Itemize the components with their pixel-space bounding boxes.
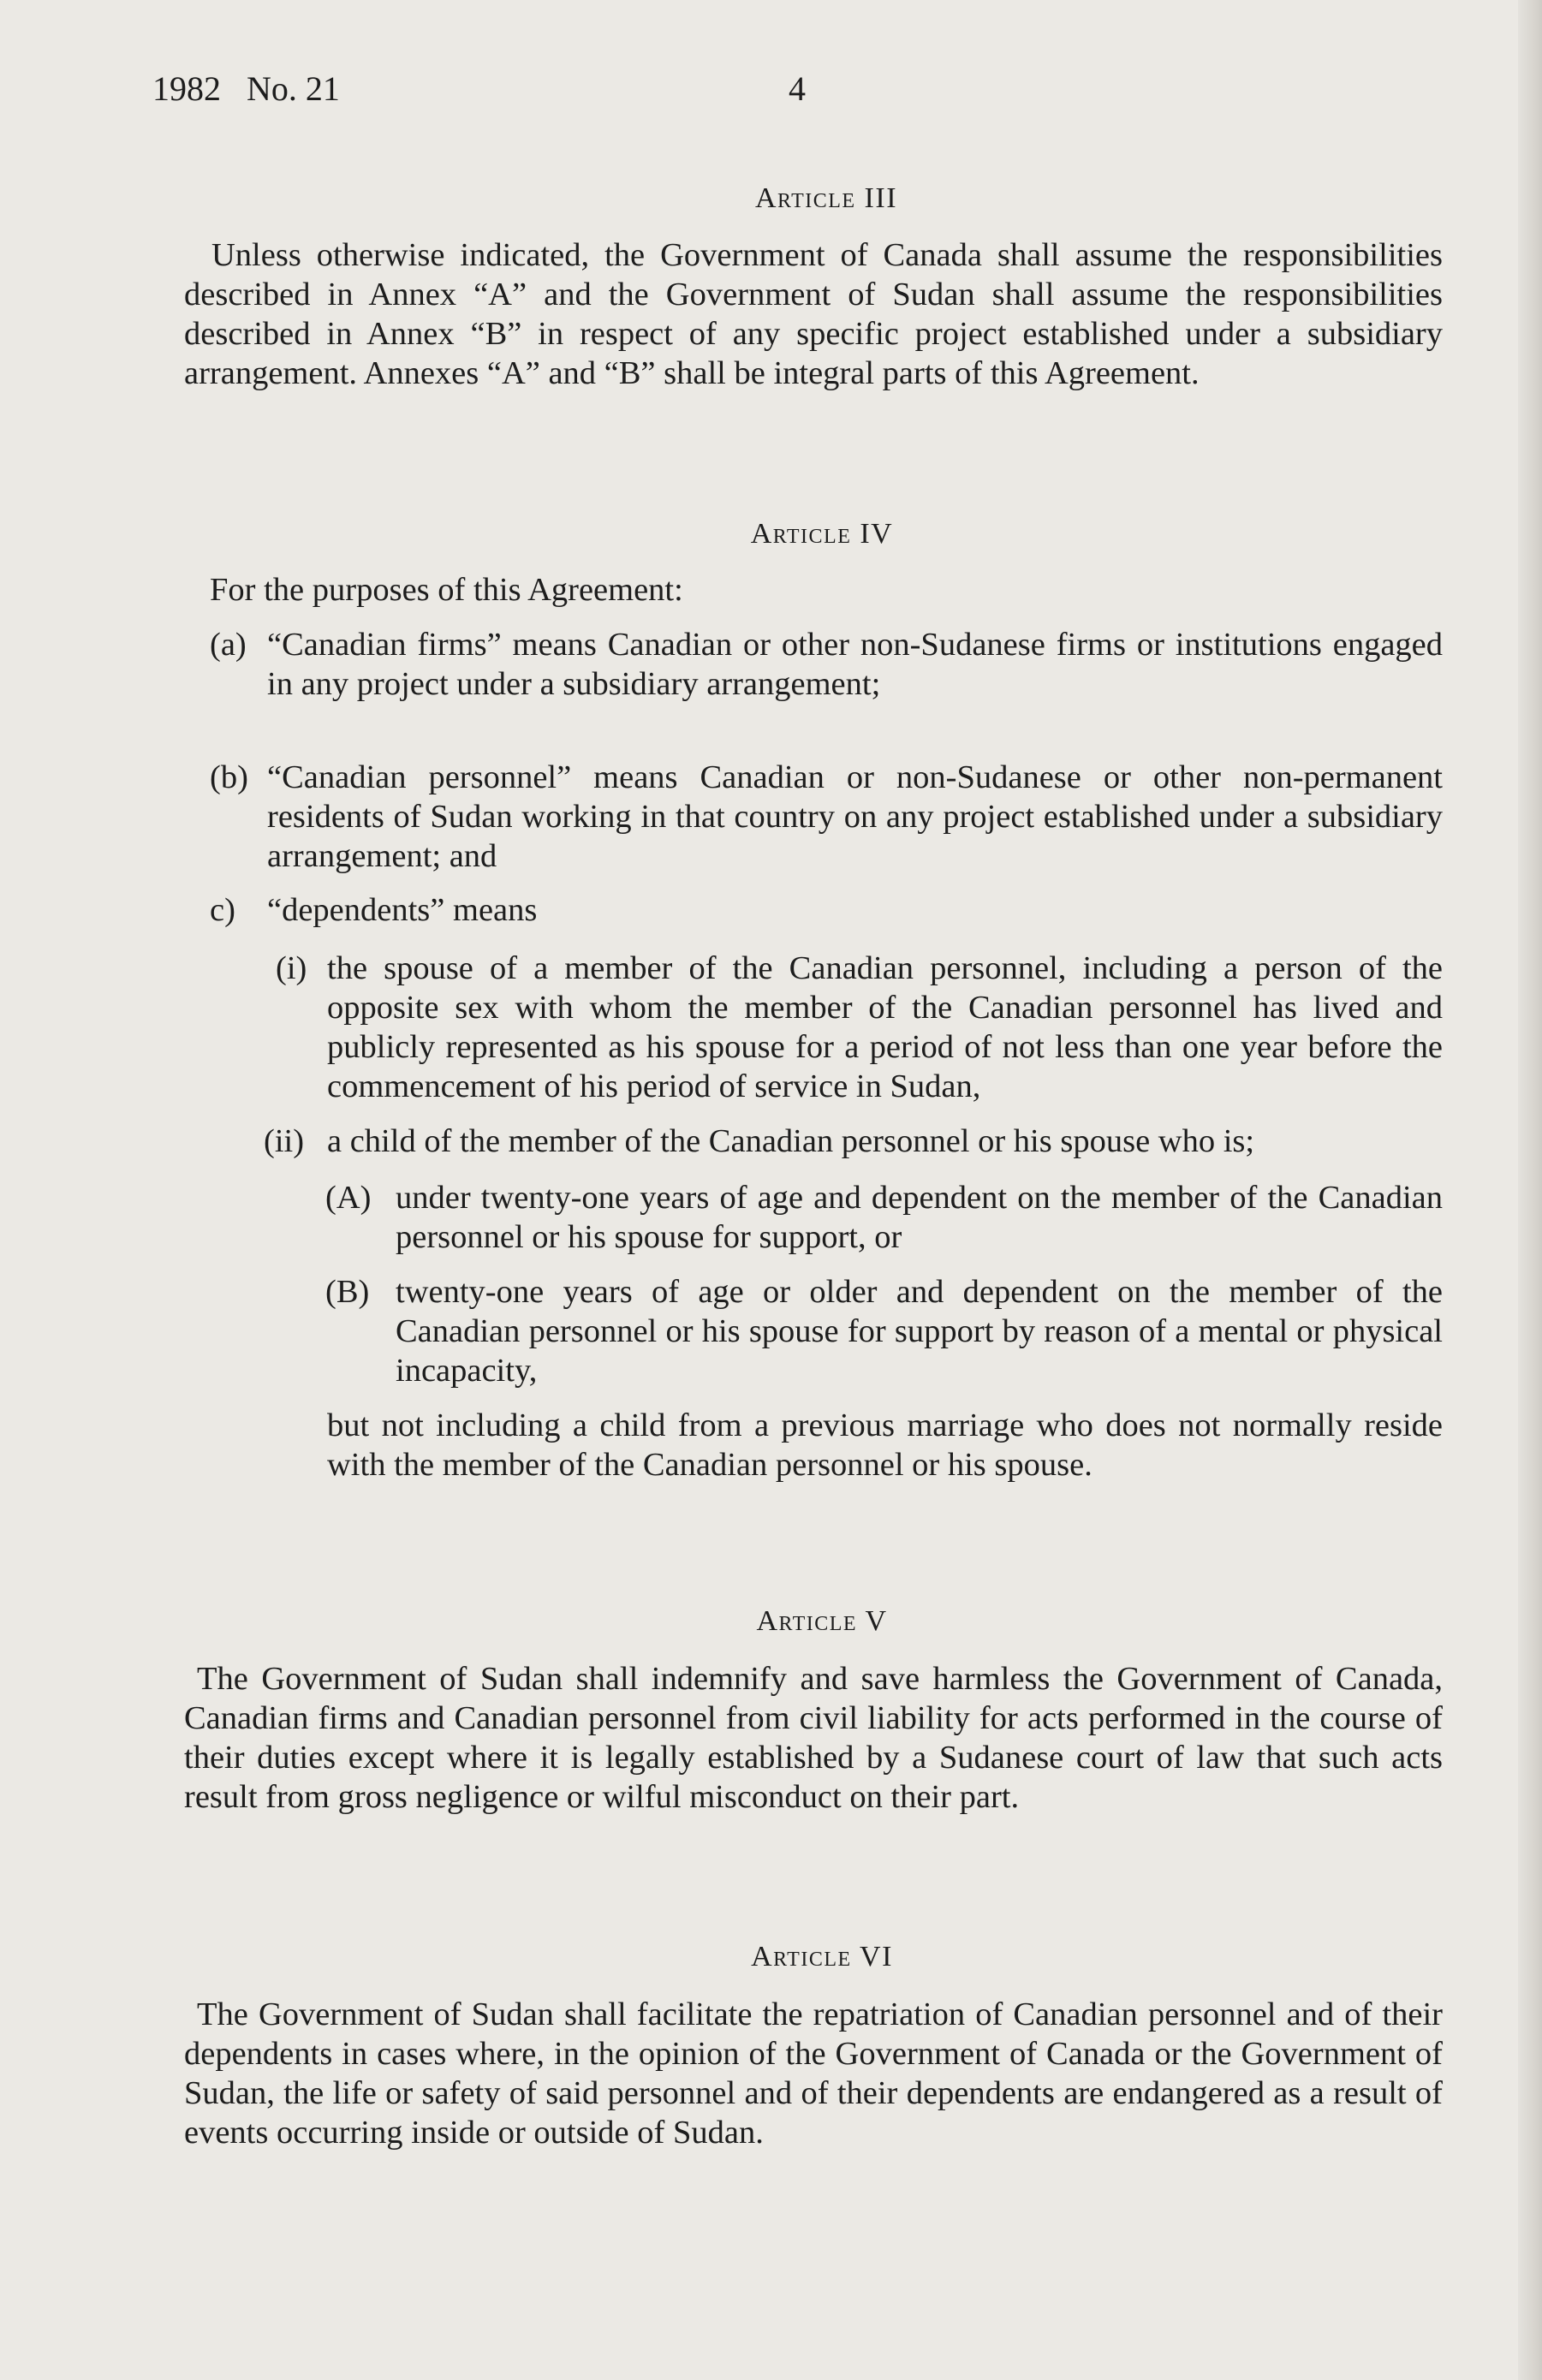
article-v-text: The Government of Sudan shall indemnify and save harmless the Government of Canada, Canadian firms and Canadian personnel from civil liability for acts performed in the course of their duties except where it is legally established by a Sudanese court of law that such acts result from gross negligence or wilful misconduct on their part.: [184, 1661, 1443, 1815]
item-b-text: “Canadian personnel” means Canadian or non-Sudanese or other non-permanent residents of Sudan working in that country on any project established under a subsidiary arrangement; and: [267, 759, 1443, 874]
header-year-number: 1982 No. 21: [152, 69, 340, 108]
item-a-label: (a): [210, 627, 247, 663]
item-i-text: the spouse of a member of the Canadian personnel, including a person of the opposite sex with whom the member of the Canadian personnel has lived and publicly represented as his spouse for a period of not less than one year before the commencement of his period of service in Sudan,: [327, 950, 1443, 1104]
article-iii-heading: Article III: [754, 182, 898, 214]
item-A-text: under twenty-one years of age and dependent on the member of the Canadian personnel or his spouse for support, or: [396, 1180, 1443, 1255]
item-i-label: (i): [276, 950, 307, 986]
item-c-text: “dependents” means: [267, 892, 538, 928]
article-vi-body: [184, 1995, 1443, 2152]
item-B-text: twenty-one years of age or older and dependent on the member of the Canadian personnel or his spouse for support by reason of a mental or physical incapacity,: [396, 1274, 1443, 1389]
item-A-label: (A): [325, 1180, 372, 1216]
item-b-label: (b): [210, 759, 248, 795]
article-iv-intro: For the purposes of this Agreement:: [210, 572, 683, 608]
article-iv-tail: but not including a child from a previous marriage who does not normally reside with the member of the Canadian personnel or his spouse.: [327, 1407, 1443, 1483]
article-v-body: [184, 1659, 1443, 1817]
page-edge: [1518, 0, 1542, 2380]
page-number: 4: [789, 69, 806, 108]
item-c-label: c): [210, 892, 235, 928]
article-iii-body: [184, 235, 1443, 393]
article-vi-heading: Article VI: [751, 1941, 893, 1972]
article-vi-text: The Government of Sudan shall facilitate the repatriation of Canadian personnel and of their dependents in cases where, in the opinion of the Government of Canada or the Government of Sudan, the life or safety of said personnel and of their dependents are endangered as a result of events occurring inside or outside of Sudan.: [184, 1996, 1443, 2151]
item-B-label: (B): [325, 1274, 370, 1310]
item-ii-label: (ii): [264, 1123, 305, 1159]
article-iv-heading: Article IV: [750, 518, 894, 550]
item-a-text: “Canadian firms” means Canadian or other non-Sudanese firms or institutions engaged in any project under a subsidiary arrangement;: [267, 627, 1443, 702]
article-iii-text: Unless otherwise indicated, the Government of Canada shall assume the responsibilities described in Annex “A” and the Government of Sudan shall assume the responsibilities described in Annex “B” in respect of any specific project established under a subsidiary arrangement. Annexes “A” and “B” shall be integral parts of this Agreement.: [184, 237, 1443, 391]
article-v-heading: Article V: [756, 1605, 888, 1637]
item-ii-text: a child of the member of the Canadian personnel or his spouse who is;: [327, 1123, 1255, 1159]
